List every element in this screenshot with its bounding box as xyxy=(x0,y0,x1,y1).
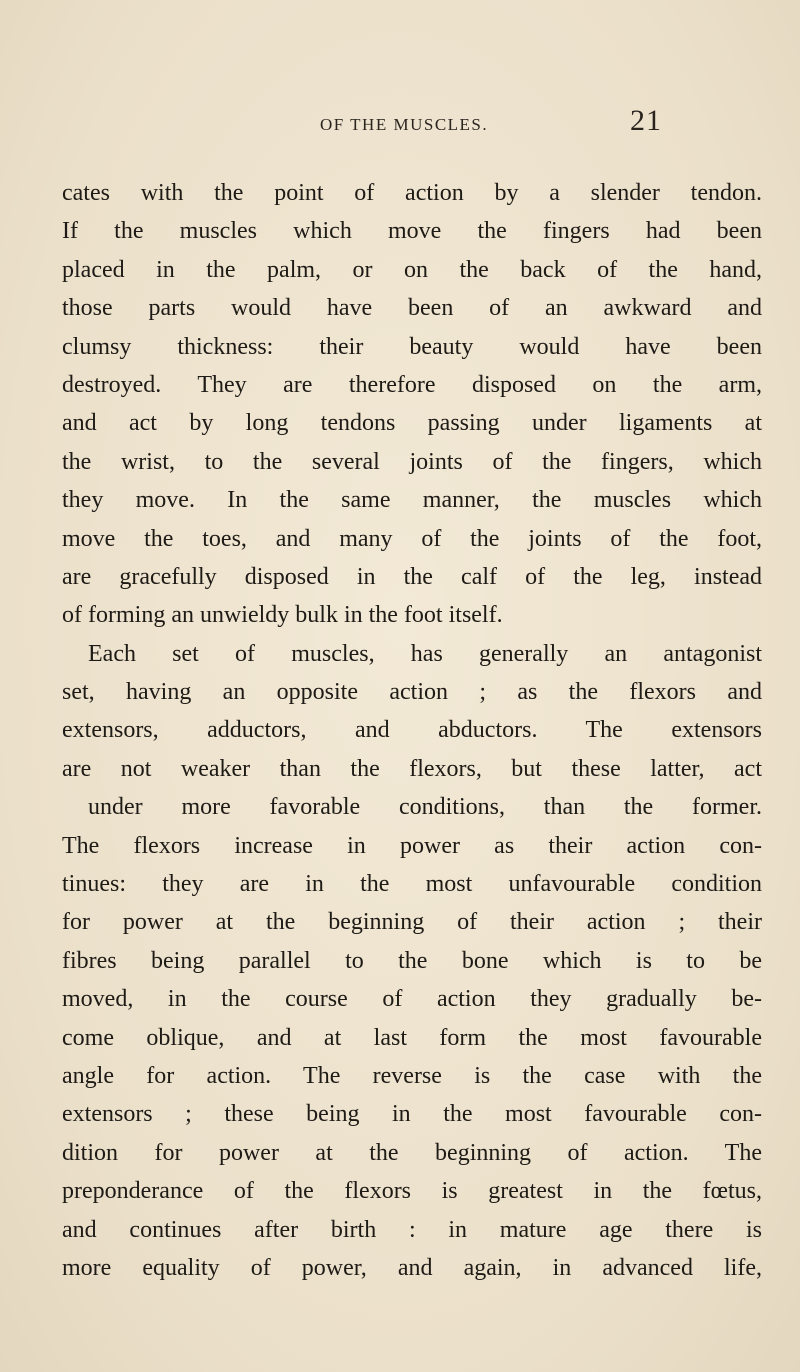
running-head xyxy=(0,104,800,152)
body-text xyxy=(62,174,762,1287)
text-line: they move. In the same manner, the muscles which xyxy=(62,487,762,514)
text-line: tinues: they are in the most unfavourable condition xyxy=(62,871,762,898)
text-line: move the toes, and many of the joints of the foot, xyxy=(62,525,762,552)
text-line: and continues after birth : in mature age there is xyxy=(62,1216,762,1243)
text-line: If the muscles which move the fingers had been xyxy=(62,218,762,245)
text-line: preponderance of the flexors is greatest in the fœtus, xyxy=(62,1178,762,1205)
text-line: of forming an unwieldy bulk in the foot itself. xyxy=(62,602,503,629)
text-line: more equality of power, and again, in advanced life, xyxy=(62,1254,762,1281)
text-line: dition for power at the beginning of action. The xyxy=(62,1139,762,1166)
text-line: angle for action. The reverse is the case with the xyxy=(62,1062,762,1089)
text-line: the wrist, to the several joints of the fingers, which xyxy=(62,448,762,475)
text-line: and act by long tendons passing under ligaments at xyxy=(62,410,762,437)
text-line: are gracefully disposed in the calf of the leg, instead xyxy=(62,563,762,590)
text-line: extensors, adductors, and abductors. The extensors xyxy=(62,717,762,744)
text-line: under more favorable conditions, than the former. xyxy=(88,794,762,821)
text-line: extensors ; these being in the most favourable con- xyxy=(62,1101,762,1128)
text-line: The flexors increase in power as their action con- xyxy=(62,832,762,859)
text-line: come oblique, and at last form the most favourable xyxy=(62,1024,762,1051)
text-line: fibres being parallel to the bone which is to be xyxy=(62,947,762,974)
running-title: OF THE MUSCLES. xyxy=(320,115,489,134)
text-line: set, having an opposite action ; as the flexors and xyxy=(62,679,762,706)
text-line: destroyed. They are therefore disposed on the arm, xyxy=(62,371,762,398)
text-line: for power at the beginning of their action ; their xyxy=(62,909,762,936)
text-line: moved, in the course of action they gradually be- xyxy=(62,986,762,1013)
text-line: clumsy thickness: their beauty would have been xyxy=(62,333,762,360)
text-line: cates with the point of action by a slender tendon. xyxy=(62,180,762,206)
text-line: Each set of muscles, has generally an antagonist xyxy=(88,640,762,667)
text-line: are not weaker than the flexors, but these latter, act xyxy=(62,755,762,782)
text-line: those parts would have been of an awkward and xyxy=(62,295,762,322)
page-number: 21 xyxy=(630,104,662,137)
text-line: placed in the palm, or on the back of the hand, xyxy=(62,256,762,283)
